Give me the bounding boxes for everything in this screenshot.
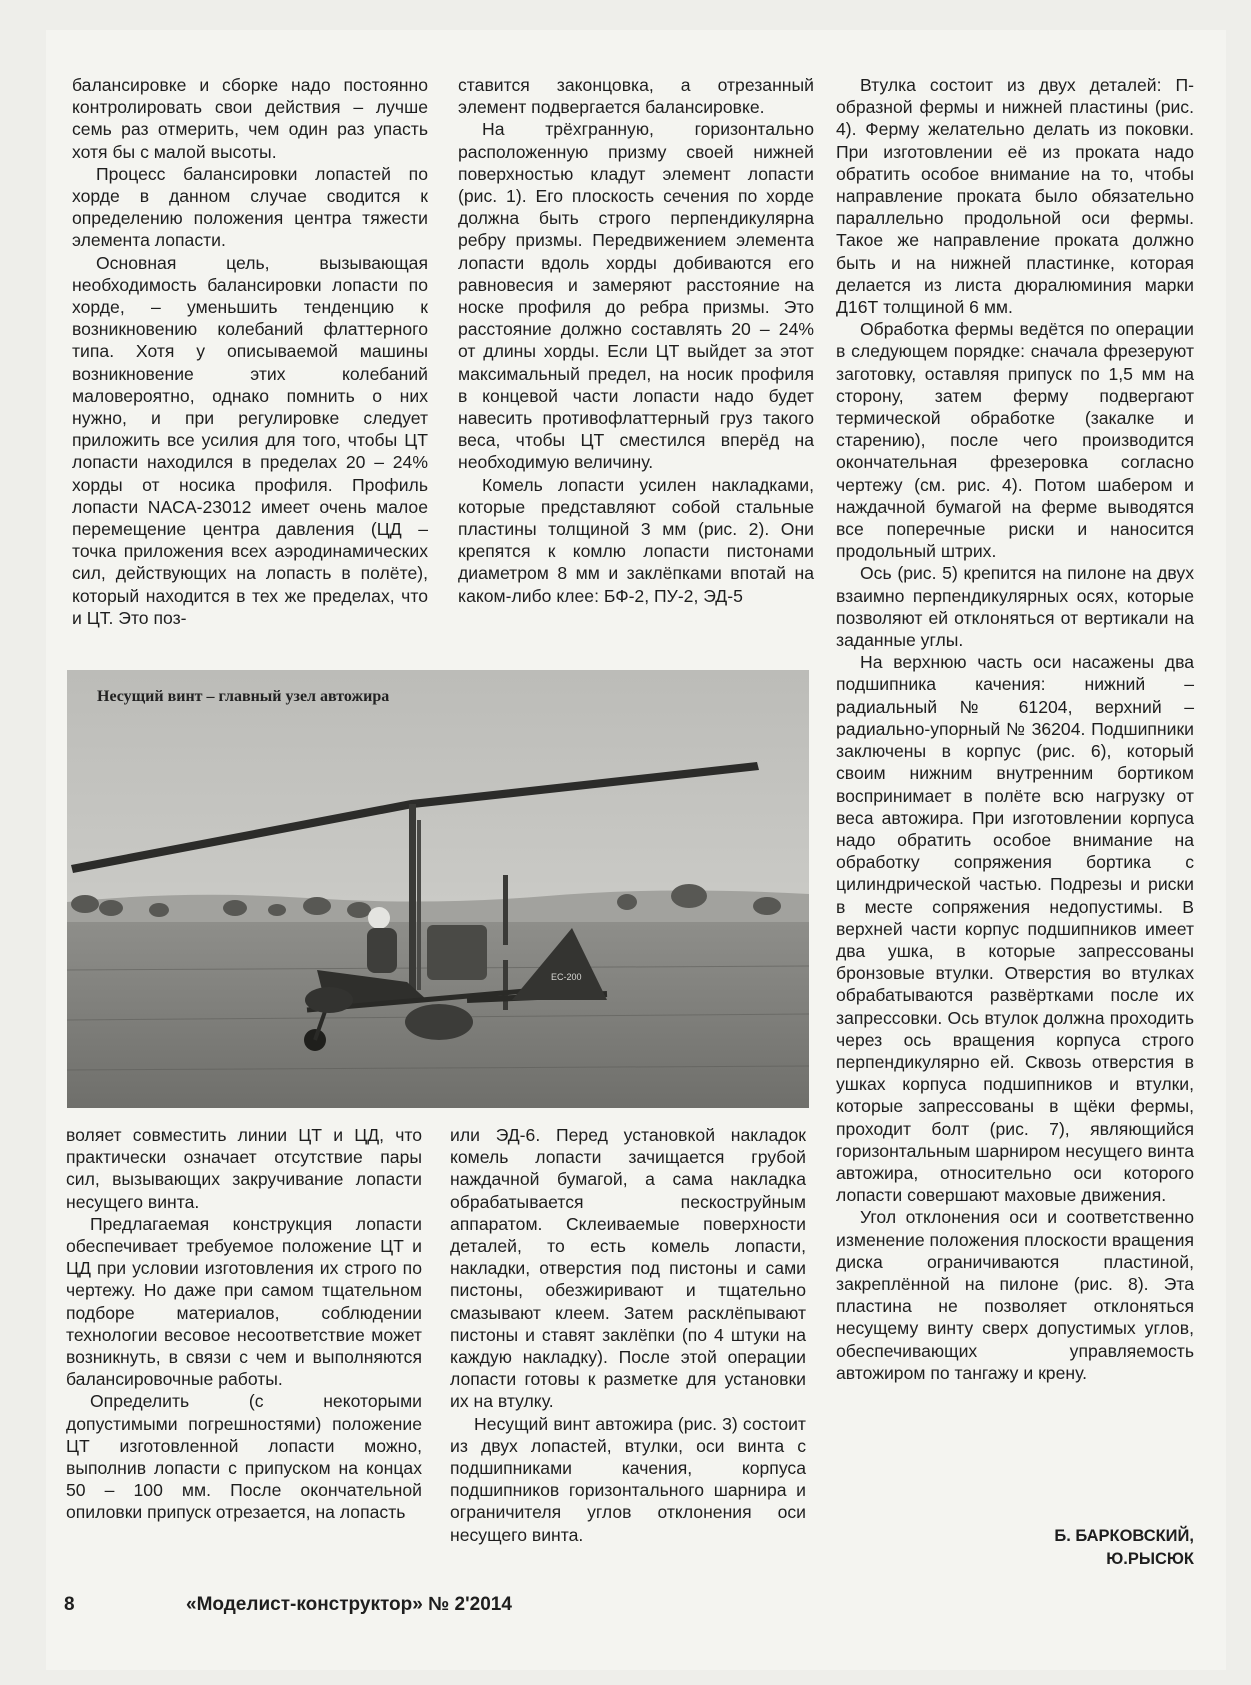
autogyro-photo bbox=[67, 670, 809, 1108]
paragraph: Втулка состоит из двух деталей: П-образной фермы и нижней пластины (рис. 4). Ферму желательно делать из поковки. При изготовлении её из проката надо обратить особое внимание на то, чтобы направление проката было обязательно параллельно продольной оси фермы. Такое же направление проката должно быть и на нижней пластинке, которая делается из листа дюралюминия марки Д16Т толщиной 6 мм. bbox=[836, 75, 1194, 318]
paragraph: Процесс балансировки лопастей по хорде в данном случае сводится к определению положения центра тяжести элемента лопасти. bbox=[72, 163, 428, 251]
paragraph: воляет совместить линии ЦТ и ЦД, что практически означает отсутствие пары сил, вызывающих закручивание лопасти несущего винта. bbox=[66, 1125, 422, 1212]
magazine-title: «Моделист-конструктор» № 2'2014 bbox=[186, 1594, 512, 1615]
paragraph: Основная цель, вызывающая необходимость балансировки лопасти по хорде, – уменьшить тенденцию к возникновению колебаний флаттерного типа. Хотя у описываемой машины возникновение этих колебаний маловероятно, однако помнить о них нужно, и при регулировке следует приложить все усилия для того, чтобы ЦТ лопасти находился в пределах 20 – 24% хорды от носика профиля. Профиль лопасти NACA-23012 имеет очень малое перемещение центра давления (ЦД – точка приложения всех аэродинамических сил, действующих на лопасть в полёте), который находится в тех же пределах, что и ЦТ. Это поз- bbox=[72, 252, 428, 628]
paragraph: или ЭД-6. Перед установкой накладок комель лопасти зачищается грубой наждачной бумагой, а сама накладка обрабатывается пескоструйным аппаратом. Склеиваемые поверхности деталей, то есть комель лопасти, накладки, отверстия под пистоны и сами пистоны, обезжиривают и тщательно смазывают клеем. Затем расклёпывают пистоны и ставят заклёпки (по 4 штуки на каждую накладку). После этой операции лопасти готовы к разметке для установки их на втулку. bbox=[450, 1125, 806, 1412]
paragraph: Предлагаемая конструкция лопасти обеспечивает требуемое положение ЦТ и ЦД при условии изготовления их строго по чертежу. Но даже при самом тщательном подборе материалов, соблюдении технологии весовое несоответствие может возникнуть, в связи с чем и выполняются балансировочные работы. bbox=[66, 1213, 422, 1390]
paragraph: Угол отклонения оси и соответственно изменение положения плоскости вращения диска ограничиваются пластиной, закреплённой на пилоне (рис. 8). Эта пластина не позволяет отклоняться несущему винту сверх допустимых углов, обеспечивающих управляемость автожиром по тангажу и крену. bbox=[836, 1207, 1194, 1383]
paragraph: Несущий винт автожира (рис. 3) состоит из двух лопастей, втулки, оси винта с подшипниками качения, корпуса подшипников горизонтального шарнира и ограничителя углов отклонения оси несущего винта. bbox=[450, 1413, 806, 1545]
paragraph: Обработка фермы ведётся по операции в следующем порядке: сначала фрезеруют заготовку, оставляя припуск по 1,5 мм на сторону, затем ферму подвергают термической обработке (закалке и старению), после чего производится окончательная фрезеровка согласно чертежу (см. рис. 4). Потом шабером и наждачной бумагой на ферме выводятся все поперечные риски и наносится продольный штрих. bbox=[836, 319, 1194, 562]
author-1: Б. БАРКОВСКИЙ, bbox=[1054, 1527, 1194, 1545]
paragraph: Ось (рис. 5) крепится на пилоне на двух взаимно перпендикулярных осях, которые позволяют ей отклоняться от вертикали на заданные углы. bbox=[836, 563, 1194, 651]
column-2-top bbox=[458, 74, 814, 607]
page-number: 8 bbox=[64, 1594, 75, 1615]
photo-caption: Несущий винт – главный узел автожира bbox=[97, 688, 390, 705]
paragraph: ставится законцовка, а отрезанный элемент подвергается балансировке. bbox=[458, 75, 814, 118]
paragraph: Определить (с некоторыми допустимыми погрешностями) положение ЦТ изготовленной лопасти можно, выполнив лопасти с припуском на концах 50 – 100 мм. После окончательной опиловки припуск отрезается, на лопасть bbox=[66, 1391, 422, 1523]
paragraph: балансировке и сборке надо постоянно контролировать свои действия – лучше семь раз отмерить, чем один раз упасть хотя бы с малой высоты. bbox=[72, 75, 428, 162]
column-1-bottom bbox=[66, 1124, 422, 1524]
column-2-bottom bbox=[450, 1124, 806, 1546]
paragraph: Комель лопасти усилен накладками, которые представляют собой стальные пластины толщиной 3 мм (рис. 2). Они крепятся к комлю лопасти пистонами диаметром 8 мм и заклёпками впотай на каком-либо клее: БФ-2, ПУ-2, ЭД-5 bbox=[458, 474, 814, 606]
tail-marking: EC-200 bbox=[551, 972, 582, 982]
autogyro-illustration bbox=[67, 670, 809, 1108]
column-1-top bbox=[72, 74, 428, 629]
paragraph: На верхнюю часть оси насажены два подшипника качения: нижний – радиальный № 61204, верхний – радиально-упорный № 36204. Подшипники заключены в корпус (рис. 6), который своим нижним внутренним бортиком воспринимает в полёте всю нагрузку от веса автожира. При изготовлении корпуса надо обратить особое внимание на обработку сопряжения бортика с цилиндрической частью. Подрезы и риски в месте сопряжения недопустимы. В верхней части корпус подшипников имеет два ушка, в которые запрессованы бронзовые втулки. Отверстия во втулках обрабатываются развёртками после их запрессовки. Ось втулок должна проходить через ось вращения корпуса строго перпендикулярно ей. Сквозь отверстия в ушках корпуса подшипников и втулки, которые запрессованы в щёки фермы, проходит болт (рис. 7), являющийся горизонтальным шарниром несущего винта автожира, относительно оси которого лопасти совершают маховые движения. bbox=[836, 652, 1194, 1206]
paragraph: На трёхгранную, горизонтально расположенную призму своей нижней поверхностью кладут элемент лопасти (рис. 1). Его плоскость сечения по хорде должна быть строго перпендикулярна ребру призмы. Передвижением элемента лопасти вдоль хорды добиваются его равновесия и замеряют расстояние на носке профиля до ребра призмы. Это расстояние должно составлять 20 – 24% от длины хорды. Если ЦТ выйдет за этот максимальный предел, на носик профиля в концевой части лопасти надо будет навесить противофлаттерный груз такого веса, чтобы ЦТ сместился вперёд на необходимую величину. bbox=[458, 119, 814, 473]
column-3 bbox=[836, 74, 1194, 1384]
author-2: Ю.РЫСЮК bbox=[1106, 1550, 1194, 1568]
